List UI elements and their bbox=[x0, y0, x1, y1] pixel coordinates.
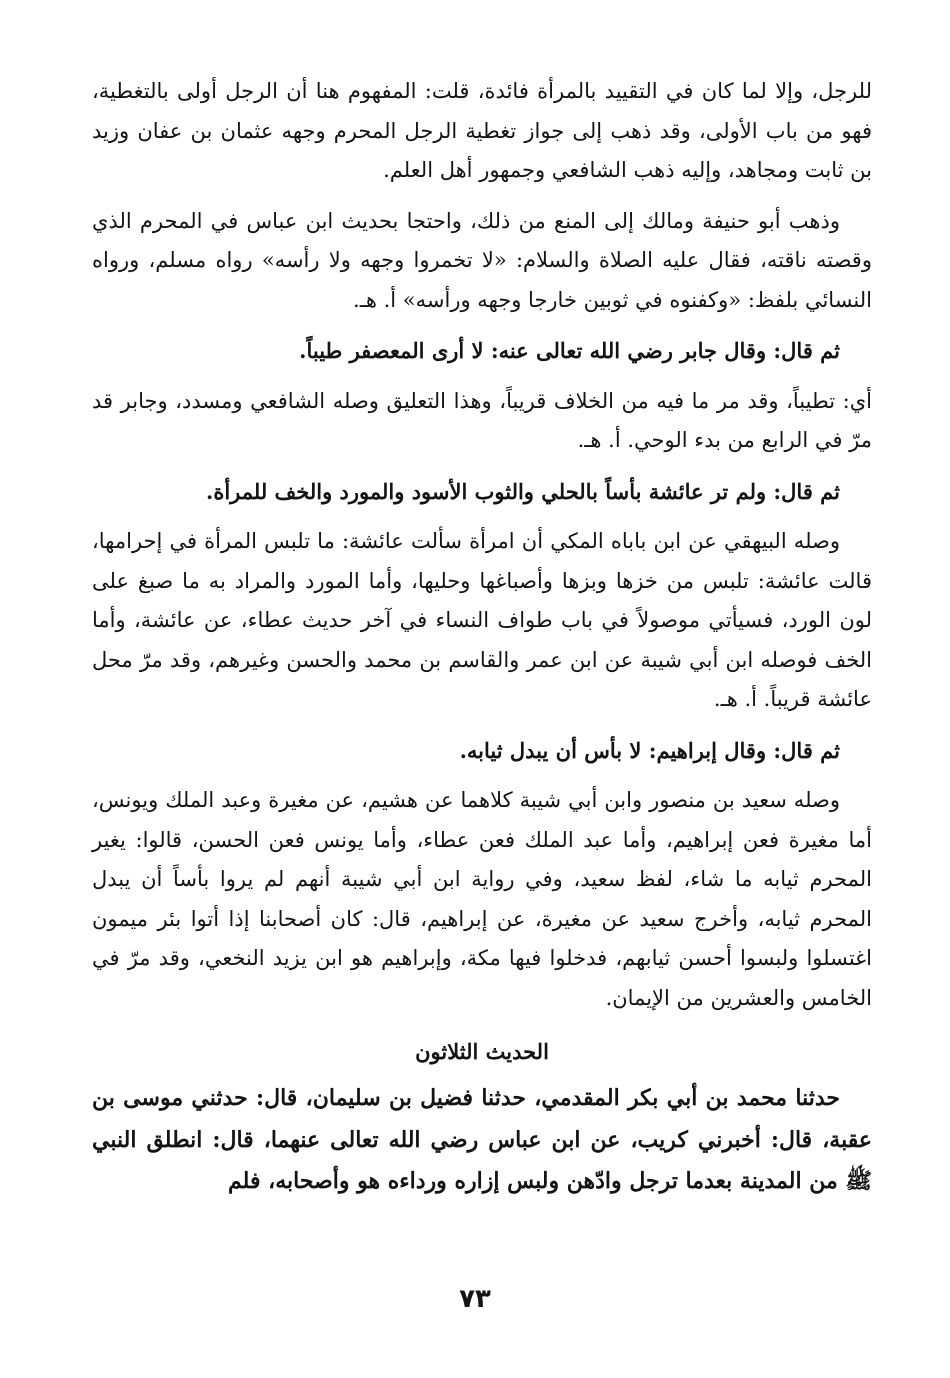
quote-jabir: ثم قال: وقال جابر رضي الله تعالى عنه: لا أرى المعصفر طيباً. bbox=[299, 338, 840, 363]
page-body bbox=[92, 72, 872, 1203]
paragraph-5: وصله سعيد بن منصور وابن أبي شيبة كلاهما عن هشيم، عن مغيرة وعبد الملك ويونس، أما مغيرة فعن إبراهيم، وأما عبد الملك فعن عطاء، وأما يونس فعن الحسن، قالوا: يغير المحرم ثيابه ما شاء، لفظ سعيد، وفي رواية ابن أبي شيبة أنهم لم يروا بأساً أن يبدل المحرم ثيابه، وأخرج سعيد عن مغيرة، عن إبراهيم، قال: كان أصحابنا إذا أتوا بئر ميمون اغتسلوا ولبسوا أحسن ثيابهم، فدخلوا فيها مكة، وإبراهيم هو ابن يزيد النخعي، وقد مرّ في الخامس والعشرين من الإيمان. bbox=[92, 788, 872, 1010]
hadith-text: حدثنا محمد بن أبي بكر المقدمي، حدثنا فضيل بن سليمان، قال: حدثني موسى بن عقبة، قال: أخبرني كريب، عن ابن عباس رضي الله تعالى عنهما، قال: انطلق النبي ﷺ من المدينة بعدما ترجل وادّهن ولبس إزاره ورداءه هو وأصحابه، فلم bbox=[92, 1085, 872, 1194]
section-heading: الحديث الثلاثون bbox=[415, 1039, 549, 1064]
quote-ibrahim: ثم قال: وقال إبراهيم: لا بأس أن يبدل ثيابه. bbox=[459, 737, 840, 763]
paragraph-2: وذهب أبو حنيفة ومالك إلى المنع من ذلك، واحتجا بحديث ابن عباس في المحرم الذي وقصته ناقته، فقال عليه الصلاة والسلام: «لا تخمروا وجهه ولا رأسه» رواه مسلم، ورواه النسائي بلفظ: «وكفنوه في ثوبين خارجا وجهه ورأسه» أ. هـ. bbox=[92, 208, 872, 312]
paragraph-3: أي: تطيباً، وقد مر ما فيه من الخلاف قريباً، وهذا التعليق وصله الشافعي ومسدد، وجابر قد مرّ في الرابع من بدء الوحي. أ. هـ. bbox=[92, 388, 872, 452]
paragraph-4: وصله البيهقي عن ابن باباه المكي أن امرأة سألت عائشة: ما تلبس المرأة في إحرامها، قالت عائشة: تلبس من خزها وبزها وأصباغها وحليها، وأما المورد والمراد به ما صبغ على لون الورد، فسيأتي موصولاً في باب طواف النساء في آخر حديث عطاء، عن عائشة، وأما الخف فوصله ابن أبي شيبة عن ابن عمر والقاسم بن محمد والحسن وغيرهم، وقد مرّ محل عائشة قريباً. أ. هـ. bbox=[92, 529, 872, 711]
page-number: ٧٣ bbox=[459, 1284, 491, 1314]
quote-aisha: ثم قال: ولم تر عائشة بأساً بالحلي والثوب الأسود والمورد والخف للمرأة. bbox=[206, 478, 840, 504]
paragraph-1: للرجل، وإلا لما كان في التقييد بالمرأة فائدة، قلت: المفهوم هنا أن الرجل أولى بالتغطية، فهو من باب الأولى، وقد ذهب إلى جواز تغطية الرجل المحرم وجهه عثمان بن عفان وزيد بن ثابت ومجاهد، وإليه ذهب الشافعي وجمهور أهل العلم. bbox=[92, 79, 872, 182]
